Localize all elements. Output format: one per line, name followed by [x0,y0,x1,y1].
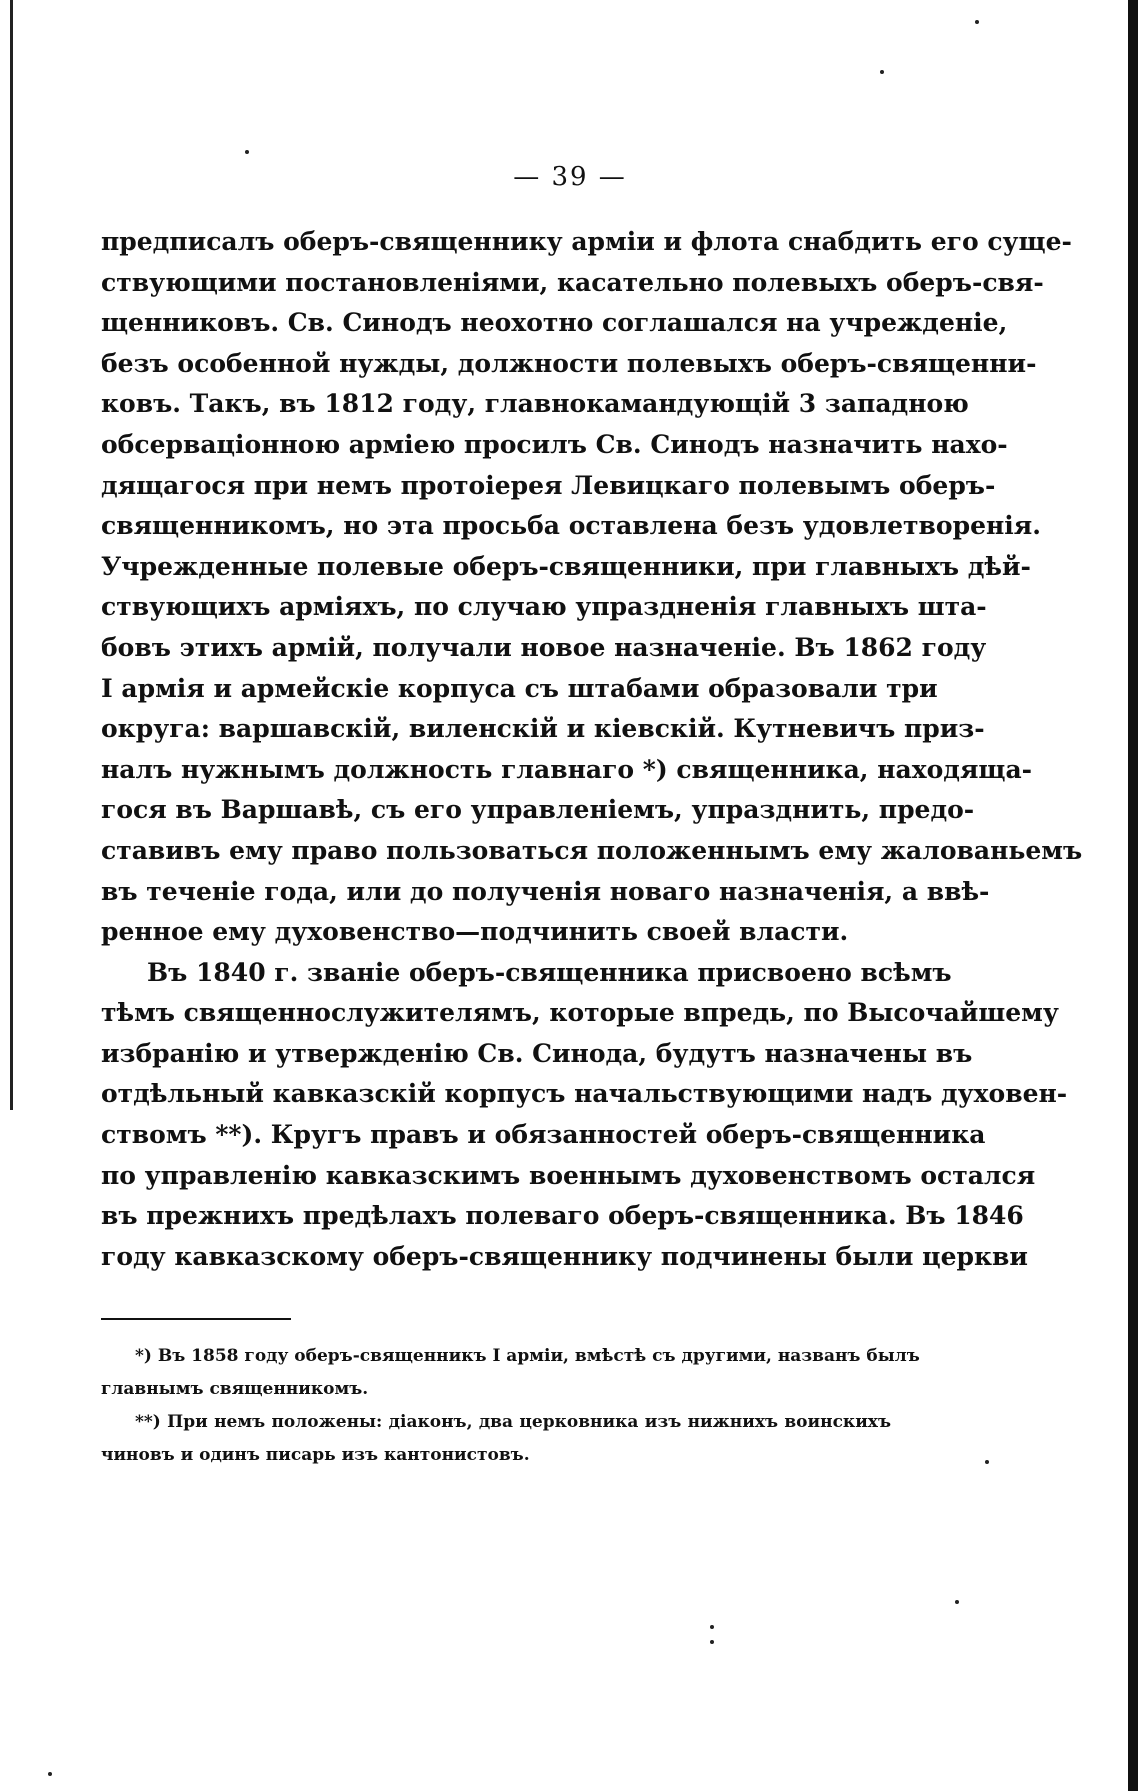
body-line: бовъ этихъ армій, получали новое назначеніе. Въ 1862 году [101,632,987,662]
body-line: году кавказскому оберъ-священнику подчинены были церкви [101,1241,1028,1271]
body-line: тѣмъ священнослужителямъ, которые впредь, по Высочайшему [101,998,1059,1028]
body-line: I армія и армейскіе корпуса съ штабами образовали три [101,673,938,703]
scan-speck [955,1600,959,1604]
body-line: безъ особенной нужды, должности полевыхъ оберъ-священни- [101,348,1037,378]
footnote-line: **) При немъ положены: діаконъ, два церковника изъ нижнихъ воинскихъ [135,1412,891,1432]
scan-speck [710,1625,714,1629]
footnote-divider [101,1318,291,1320]
footnote-line: чиновъ и одинъ писарь изъ кантонистовъ. [101,1445,530,1465]
scan-speck [710,1640,714,1644]
body-line: ренное ему духовенство—подчинить своей власти. [101,917,849,947]
scan-speck [975,20,979,24]
scan-speck [880,70,884,74]
body-line: гося въ Варшавѣ, съ его управленіемъ, упразднить, предо- [101,795,975,825]
body-line: отдѣльный кавказскій корпусъ начальствующими надъ духовен- [101,1079,1068,1109]
body-line: дящагося при немъ протоіерея Левицкаго полевымъ оберъ- [101,470,996,500]
scan-speck [245,150,249,154]
body-line: предписалъ оберъ-священнику арміи и флота снабдить его суще- [101,227,1072,256]
body-line: обсерваціонною арміею просилъ Св. Синодъ назначить нахо- [101,429,1008,459]
body-line: Въ 1840 г. званіе оберъ-священника присвоено всѣмъ [147,957,952,987]
scan-speck [48,1772,52,1776]
body-line: священникомъ, но эта просьба оставлена безъ удовлетворенія. [101,511,1041,541]
scan-speck [985,1460,989,1464]
page-number: — 39 — [513,162,627,192]
body-line: ставивъ ему право пользоваться положеннымъ ему жалованьемъ [101,835,1083,865]
body-line: по управленію кавказскимъ военнымъ духовенствомъ остался [101,1160,1036,1190]
body-line: Учрежденные полевые оберъ-священники, при главныхъ дѣй- [101,551,1031,581]
main-text [101,222,1083,1277]
body-line: ствующихъ арміяхъ, по случаю упраздненія главныхъ шта- [101,592,987,622]
footnote-line: *) Въ 1858 году оберъ-священникъ I арміи, вмѣстѣ съ другими, названъ былъ [135,1346,920,1366]
body-line: ствомъ **). Кругъ правъ и обязанностей оберъ-священника [101,1120,986,1150]
footnote-line: главнымъ священникомъ. [101,1379,369,1399]
footnotes [101,1340,920,1472]
page-edge-right [1128,0,1138,1791]
body-line: налъ нужнымъ должность главнаго *) священника, находяща- [101,754,1033,784]
body-line: ствующими постановленіями, касательно полевыхъ оберъ-свя- [101,267,1044,297]
body-line: въ прежнихъ предѣлахъ полеваго оберъ-священника. Въ 1846 [101,1201,1024,1231]
body-line: въ теченіе года, или до полученія новаго назначенія, а ввѣ- [101,876,990,906]
body-line: избранію и утвержденію Св. Синода, будутъ назначены въ [101,1038,973,1068]
body-line: ковъ. Такъ, въ 1812 году, главнокамандующій 3 западною [101,389,969,419]
body-line: округа: варшавскій, виленскій и кіевскій. Кутневичъ приз- [101,714,985,744]
body-line: щенниковъ. Св. Синодъ неохотно соглашался на учрежденіе, [101,308,1008,338]
